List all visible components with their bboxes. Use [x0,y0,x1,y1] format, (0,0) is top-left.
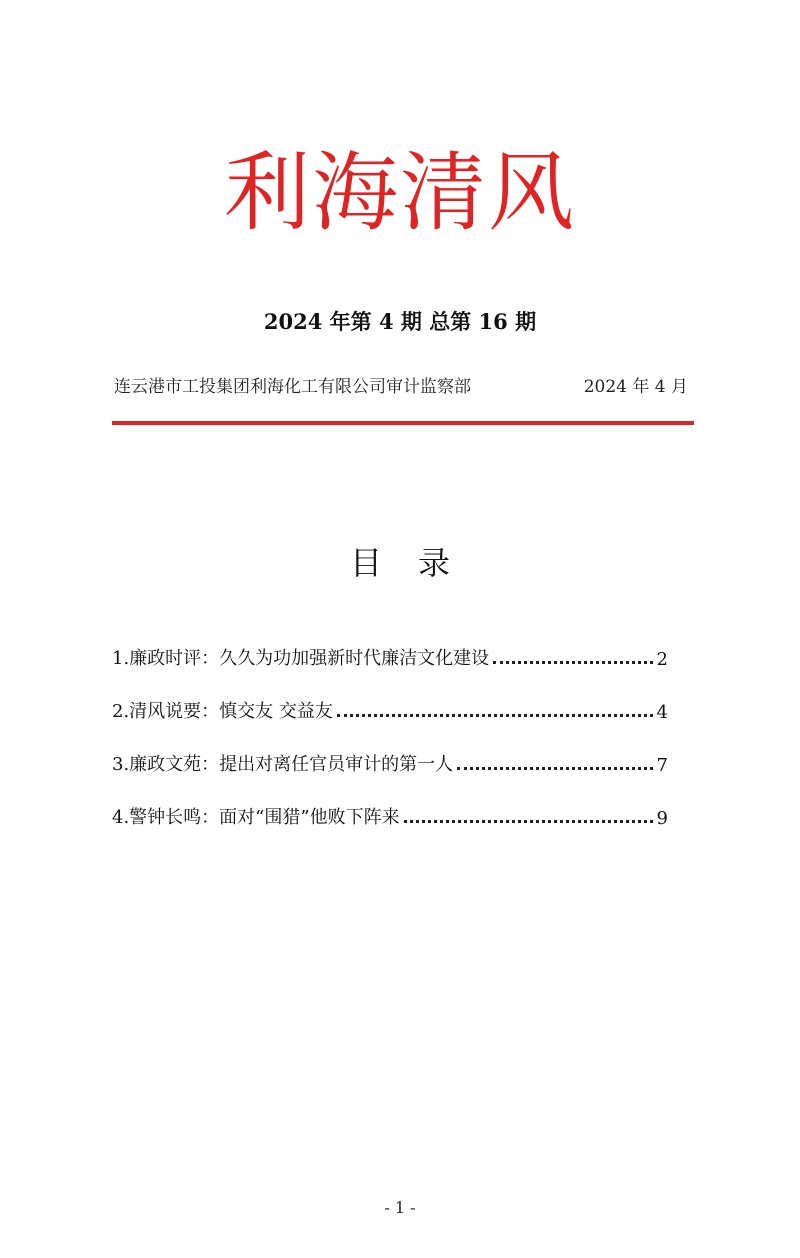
toc-item-text: 2.清风说要：慎交友 交益友 [112,697,335,723]
toc-item[interactable] [112,640,668,670]
red-divider-line [112,421,694,425]
toc-dot-leader [337,692,653,717]
toc-item-page: 7 [656,755,668,776]
masthead-title: 利海清风 [224,143,576,243]
toc-item-page: 2 [656,649,668,670]
page-number: - 1 - [384,1198,416,1217]
publication-date: 2024 年 4 月 [583,377,688,397]
toc-item[interactable] [112,693,668,723]
toc-item-text: 1.廉政时评：久久为功加强新时代廉洁文化建设 [112,644,491,670]
toc-item-page: 9 [656,808,668,829]
publisher-name: 连云港市工投集团利海化工有限公司审计监察部 [114,377,471,397]
toc-item-text: 3.廉政文苑：提出对离任官员审计的第一人 [112,750,455,776]
table-of-contents [112,640,668,852]
publisher-row [114,372,688,398]
toc-item[interactable] [112,746,668,776]
toc-title: 目录 [349,544,486,582]
toc-dot-leader [457,745,652,770]
issue-number: 2024 年第 4 期 总第 16 期 [263,309,537,334]
toc-dot-leader [493,639,652,664]
toc-item-page: 4 [656,702,668,723]
toc-dot-leader [404,798,653,823]
toc-item-text: 4.警钟长鸣：面对“围猎”他败下阵来 [112,803,402,829]
toc-item[interactable] [112,799,668,829]
